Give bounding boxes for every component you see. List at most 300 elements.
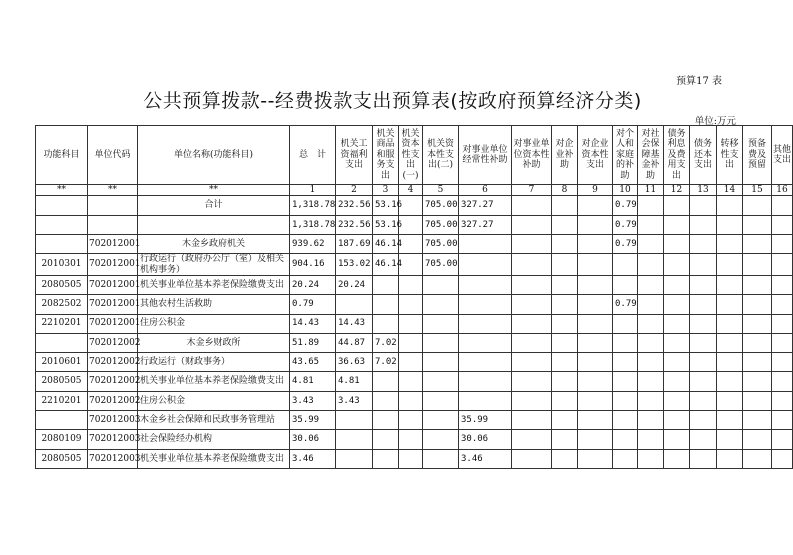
- amount-cell: [613, 353, 638, 372]
- unit-code-cell: 702012002: [88, 391, 138, 410]
- amount-cell: [638, 333, 664, 352]
- amount-cell: [664, 254, 690, 276]
- amount-cell: [690, 234, 717, 253]
- amount-cell: 0.79: [613, 196, 638, 215]
- unit-code-cell: 702012002: [88, 333, 138, 352]
- amount-cell: [336, 430, 373, 449]
- amount-cell: [613, 314, 638, 333]
- amount-cell: 7.02: [373, 333, 399, 352]
- amount-cell: 0.79: [290, 295, 336, 314]
- amount-cell: 36.63: [336, 353, 373, 372]
- amount-cell: [399, 391, 423, 410]
- amount-cell: 51.89: [290, 333, 336, 352]
- amount-cell: [772, 391, 793, 410]
- amount-cell: 327.27: [459, 196, 512, 215]
- column-header: 转移性支出: [717, 126, 743, 185]
- column-number: 9: [578, 185, 613, 196]
- amount-cell: [772, 353, 793, 372]
- table-row: [36, 215, 793, 234]
- amount-cell: 705.00: [423, 254, 459, 276]
- amount-cell: [664, 430, 690, 449]
- unit-name-cell: 木金乡政府机关: [138, 234, 290, 253]
- column-number: 4: [399, 185, 423, 196]
- column-header: 对企业补助: [552, 126, 578, 185]
- amount-cell: [613, 430, 638, 449]
- unit-label: 单位:万元: [694, 116, 736, 127]
- amount-cell: [373, 449, 399, 468]
- amount-cell: [552, 449, 578, 468]
- amount-cell: [459, 234, 512, 253]
- amount-cell: [664, 234, 690, 253]
- amount-cell: [373, 314, 399, 333]
- amount-cell: [613, 391, 638, 410]
- amount-cell: [743, 449, 772, 468]
- amount-cell: 0.79: [613, 234, 638, 253]
- amount-cell: [399, 411, 423, 430]
- amount-cell: 904.16: [290, 254, 336, 276]
- amount-cell: [512, 449, 552, 468]
- amount-cell: [399, 333, 423, 352]
- unit-code-cell: 702012001: [88, 314, 138, 333]
- amount-cell: [552, 333, 578, 352]
- amount-cell: [373, 411, 399, 430]
- amount-cell: 20.24: [290, 275, 336, 294]
- amount-cell: [690, 449, 717, 468]
- amount-cell: 1,318.78: [290, 215, 336, 234]
- amount-cell: [399, 215, 423, 234]
- amount-cell: [638, 314, 664, 333]
- amount-cell: [743, 215, 772, 234]
- table-row: [36, 234, 793, 253]
- unit-name-cell: 行政运行（政府办公厅（室）及相关机构事务）: [138, 254, 290, 276]
- amount-cell: [423, 449, 459, 468]
- amount-cell: [638, 411, 664, 430]
- amount-cell: [638, 449, 664, 468]
- unit-code-cell: 702012001: [88, 254, 138, 276]
- amount-cell: [664, 215, 690, 234]
- amount-cell: [459, 353, 512, 372]
- amount-cell: [743, 254, 772, 276]
- amount-cell: [578, 196, 613, 215]
- amount-cell: [373, 430, 399, 449]
- amount-cell: [743, 411, 772, 430]
- amount-cell: [578, 372, 613, 391]
- amount-cell: [772, 254, 793, 276]
- amount-cell: [743, 353, 772, 372]
- amount-cell: [664, 295, 690, 314]
- amount-cell: [399, 449, 423, 468]
- unit-code-cell: [88, 196, 138, 215]
- column-number: 6: [459, 185, 512, 196]
- amount-cell: [717, 234, 743, 253]
- amount-cell: [717, 449, 743, 468]
- column-number: **: [138, 185, 290, 196]
- amount-cell: 35.99: [290, 411, 336, 430]
- column-number: **: [36, 185, 88, 196]
- amount-cell: [373, 275, 399, 294]
- amount-cell: [336, 449, 373, 468]
- amount-cell: [613, 333, 638, 352]
- table-row: [36, 314, 793, 333]
- column-header: 单位代码: [88, 126, 138, 185]
- column-header: 对企业资本性支出: [578, 126, 613, 185]
- function-code-cell: 2010601: [36, 353, 88, 372]
- amount-cell: [772, 333, 793, 352]
- amount-cell: [717, 314, 743, 333]
- amount-cell: [399, 196, 423, 215]
- table-row: [36, 295, 793, 314]
- unit-code-cell: 702012001: [88, 275, 138, 294]
- amount-cell: [578, 391, 613, 410]
- amount-cell: [772, 314, 793, 333]
- function-code-cell: 2082502: [36, 295, 88, 314]
- amount-cell: [717, 372, 743, 391]
- amount-cell: [664, 449, 690, 468]
- column-header: 债务还本支出: [690, 126, 717, 185]
- amount-cell: [399, 234, 423, 253]
- unit-name-cell: 合计: [138, 196, 290, 215]
- amount-cell: 30.06: [459, 430, 512, 449]
- table-row: [36, 430, 793, 449]
- table-row: [36, 275, 793, 294]
- amount-cell: [772, 295, 793, 314]
- amount-cell: 46.14: [373, 254, 399, 276]
- amount-cell: [512, 254, 552, 276]
- amount-cell: 35.99: [459, 411, 512, 430]
- amount-cell: [690, 391, 717, 410]
- amount-cell: [459, 254, 512, 276]
- amount-cell: 7.02: [373, 353, 399, 372]
- amount-cell: [772, 234, 793, 253]
- column-header: 单位名称(功能科目): [138, 126, 290, 185]
- amount-cell: 187.69: [336, 234, 373, 253]
- column-number: 14: [717, 185, 743, 196]
- column-number: **: [88, 185, 138, 196]
- amount-cell: [512, 333, 552, 352]
- column-header: 机关商品和服务支出: [373, 126, 399, 185]
- amount-cell: [772, 449, 793, 468]
- amount-cell: [459, 295, 512, 314]
- amount-cell: [512, 353, 552, 372]
- column-number: 7: [512, 185, 552, 196]
- amount-cell: [743, 391, 772, 410]
- amount-cell: 4.81: [336, 372, 373, 391]
- amount-cell: [578, 215, 613, 234]
- amount-cell: [578, 295, 613, 314]
- amount-cell: [743, 430, 772, 449]
- amount-cell: [664, 391, 690, 410]
- amount-cell: [772, 372, 793, 391]
- amount-cell: [552, 295, 578, 314]
- amount-cell: [399, 353, 423, 372]
- unit-name-cell: 住房公积金: [138, 391, 290, 410]
- amount-cell: [743, 372, 772, 391]
- amount-cell: [690, 411, 717, 430]
- amount-cell: [664, 353, 690, 372]
- unit-name-cell: 住房公积金: [138, 314, 290, 333]
- amount-cell: [423, 295, 459, 314]
- amount-cell: [399, 275, 423, 294]
- amount-cell: [613, 449, 638, 468]
- function-code-cell: 2010301: [36, 254, 88, 276]
- amount-cell: [336, 295, 373, 314]
- column-number: 10: [613, 185, 638, 196]
- unit-code-cell: 702012003: [88, 411, 138, 430]
- amount-cell: [512, 215, 552, 234]
- amount-cell: [743, 275, 772, 294]
- table-row: [36, 449, 793, 468]
- amount-cell: 327.27: [459, 215, 512, 234]
- amount-cell: 705.00: [423, 215, 459, 234]
- amount-cell: [552, 391, 578, 410]
- amount-cell: [743, 234, 772, 253]
- amount-cell: [552, 215, 578, 234]
- amount-cell: [399, 314, 423, 333]
- amount-cell: [638, 215, 664, 234]
- column-number: 2: [336, 185, 373, 196]
- unit-code-cell: 702012003: [88, 430, 138, 449]
- table-row: [36, 391, 793, 410]
- amount-cell: 232.56: [336, 196, 373, 215]
- amount-cell: 705.00: [423, 234, 459, 253]
- amount-cell: [690, 254, 717, 276]
- column-header: 对事业单位经常性补助: [459, 126, 512, 185]
- amount-cell: 53.16: [373, 196, 399, 215]
- amount-cell: [690, 275, 717, 294]
- amount-cell: 43.65: [290, 353, 336, 372]
- amount-cell: [717, 430, 743, 449]
- amount-cell: [423, 372, 459, 391]
- column-header: 债务利息及费用支出: [664, 126, 690, 185]
- amount-cell: [613, 411, 638, 430]
- unit-name-cell: 机关事业单位基本养老保险缴费支出: [138, 275, 290, 294]
- amount-cell: [373, 372, 399, 391]
- amount-cell: 3.43: [290, 391, 336, 410]
- column-header: 机关资本性支出(二): [423, 126, 459, 185]
- amount-cell: [552, 234, 578, 253]
- amount-cell: 44.87: [336, 333, 373, 352]
- budget-table: [35, 125, 793, 469]
- unit-name-cell: 社会保险经办机构: [138, 430, 290, 449]
- amount-cell: [578, 449, 613, 468]
- amount-cell: [459, 372, 512, 391]
- amount-cell: [664, 333, 690, 352]
- amount-cell: 14.43: [290, 314, 336, 333]
- column-number: 15: [743, 185, 772, 196]
- amount-cell: [459, 333, 512, 352]
- amount-cell: 153.02: [336, 254, 373, 276]
- amount-cell: [512, 295, 552, 314]
- function-code-cell: [36, 215, 88, 234]
- table-row: [36, 411, 793, 430]
- amount-cell: [512, 234, 552, 253]
- amount-cell: [717, 333, 743, 352]
- amount-cell: [717, 254, 743, 276]
- amount-cell: [512, 411, 552, 430]
- function-code-cell: [36, 234, 88, 253]
- amount-cell: [512, 314, 552, 333]
- amount-cell: [373, 295, 399, 314]
- function-code-cell: 2080505: [36, 449, 88, 468]
- amount-cell: [638, 234, 664, 253]
- amount-cell: 20.24: [336, 275, 373, 294]
- amount-cell: 3.46: [459, 449, 512, 468]
- amount-cell: [578, 430, 613, 449]
- amount-cell: [423, 314, 459, 333]
- amount-cell: [459, 275, 512, 294]
- column-header: 机关工资福利支出: [336, 126, 373, 185]
- function-code-cell: 2210201: [36, 314, 88, 333]
- column-header: 其他支出: [772, 126, 793, 185]
- amount-cell: 232.56: [336, 215, 373, 234]
- amount-cell: 939.62: [290, 234, 336, 253]
- amount-cell: [690, 372, 717, 391]
- amount-cell: [717, 295, 743, 314]
- amount-cell: [423, 353, 459, 372]
- table-row: [36, 353, 793, 372]
- unit-code-cell: [88, 215, 138, 234]
- amount-cell: [717, 275, 743, 294]
- amount-cell: [772, 196, 793, 215]
- amount-cell: [717, 391, 743, 410]
- unit-code-cell: 702012003: [88, 449, 138, 468]
- column-header: 预备费及预留: [743, 126, 772, 185]
- column-number: 8: [552, 185, 578, 196]
- function-code-cell: 2080505: [36, 275, 88, 294]
- unit-name-cell: 机关事业单位基本养老保险缴费支出: [138, 449, 290, 468]
- unit-name-cell: [138, 215, 290, 234]
- amount-cell: [459, 391, 512, 410]
- amount-cell: [373, 391, 399, 410]
- unit-code-cell: 702012002: [88, 353, 138, 372]
- amount-cell: [423, 411, 459, 430]
- amount-cell: [613, 372, 638, 391]
- amount-cell: [743, 295, 772, 314]
- column-header: 对社会保障基金补助: [638, 126, 664, 185]
- function-code-cell: [36, 196, 88, 215]
- amount-cell: [772, 430, 793, 449]
- amount-cell: [578, 234, 613, 253]
- amount-cell: [690, 353, 717, 372]
- amount-cell: [638, 353, 664, 372]
- function-code-cell: 2210201: [36, 391, 88, 410]
- amount-cell: [336, 411, 373, 430]
- column-header: 功能科目: [36, 126, 88, 185]
- page-title: 公共预算拨款--经费拨款支出预算表(按政府预算经济分类): [143, 90, 642, 112]
- amount-cell: 705.00: [423, 196, 459, 215]
- amount-cell: 0.79: [613, 295, 638, 314]
- unit-code-cell: 702012001: [88, 295, 138, 314]
- amount-cell: 46.14: [373, 234, 399, 253]
- amount-cell: [552, 430, 578, 449]
- header-row: [36, 126, 793, 185]
- amount-cell: [552, 353, 578, 372]
- function-code-cell: [36, 333, 88, 352]
- amount-cell: [743, 196, 772, 215]
- column-number: 13: [690, 185, 717, 196]
- amount-cell: [578, 411, 613, 430]
- column-number: 1: [290, 185, 336, 196]
- amount-cell: [717, 411, 743, 430]
- amount-cell: [690, 196, 717, 215]
- amount-cell: [399, 295, 423, 314]
- amount-cell: [459, 314, 512, 333]
- function-code-cell: 2080505: [36, 372, 88, 391]
- amount-cell: [613, 275, 638, 294]
- amount-cell: 3.46: [290, 449, 336, 468]
- column-number: 11: [638, 185, 664, 196]
- amount-cell: [664, 314, 690, 333]
- amount-cell: [638, 254, 664, 276]
- amount-cell: [772, 411, 793, 430]
- amount-cell: [399, 372, 423, 391]
- amount-cell: [578, 353, 613, 372]
- column-header: 机关资本性支出(一): [399, 126, 423, 185]
- amount-cell: [423, 333, 459, 352]
- amount-cell: [664, 196, 690, 215]
- amount-cell: [664, 372, 690, 391]
- amount-cell: [690, 215, 717, 234]
- amount-cell: [638, 391, 664, 410]
- amount-cell: [512, 275, 552, 294]
- column-header: 总 计: [290, 126, 336, 185]
- amount-cell: [399, 430, 423, 449]
- amount-cell: [512, 391, 552, 410]
- unit-code-cell: 702012001: [88, 234, 138, 253]
- unit-name-cell: 其他农村生活救助: [138, 295, 290, 314]
- amount-cell: 1,318.78: [290, 196, 336, 215]
- amount-cell: [664, 411, 690, 430]
- amount-cell: [613, 254, 638, 276]
- form-number: 预算17 表: [676, 76, 722, 87]
- table-row: [36, 333, 793, 352]
- unit-name-cell: 机关事业单位基本养老保险缴费支出: [138, 372, 290, 391]
- column-number: 16: [772, 185, 793, 196]
- amount-cell: 30.06: [290, 430, 336, 449]
- amount-cell: [512, 430, 552, 449]
- amount-cell: [552, 411, 578, 430]
- unit-name-cell: 行政运行（财政事务）: [138, 353, 290, 372]
- table-row: [36, 372, 793, 391]
- function-code-cell: 2080109: [36, 430, 88, 449]
- amount-cell: [512, 196, 552, 215]
- amount-cell: 0.79: [613, 215, 638, 234]
- unit-code-cell: 702012002: [88, 372, 138, 391]
- amount-cell: [743, 333, 772, 352]
- amount-cell: [690, 333, 717, 352]
- function-code-cell: [36, 411, 88, 430]
- column-number-row: [36, 185, 793, 196]
- amount-cell: [552, 314, 578, 333]
- amount-cell: 3.43: [336, 391, 373, 410]
- amount-cell: [743, 314, 772, 333]
- amount-cell: [638, 196, 664, 215]
- amount-cell: [638, 275, 664, 294]
- amount-cell: [690, 295, 717, 314]
- amount-cell: 53.16: [373, 215, 399, 234]
- column-number: 5: [423, 185, 459, 196]
- unit-name-cell: 木金乡社会保障和民政事务管理站: [138, 411, 290, 430]
- amount-cell: [423, 391, 459, 410]
- amount-cell: 4.81: [290, 372, 336, 391]
- amount-cell: [423, 275, 459, 294]
- table-row: [36, 196, 793, 215]
- amount-cell: [772, 275, 793, 294]
- amount-cell: [552, 372, 578, 391]
- amount-cell: [717, 215, 743, 234]
- amount-cell: [717, 353, 743, 372]
- amount-cell: [772, 215, 793, 234]
